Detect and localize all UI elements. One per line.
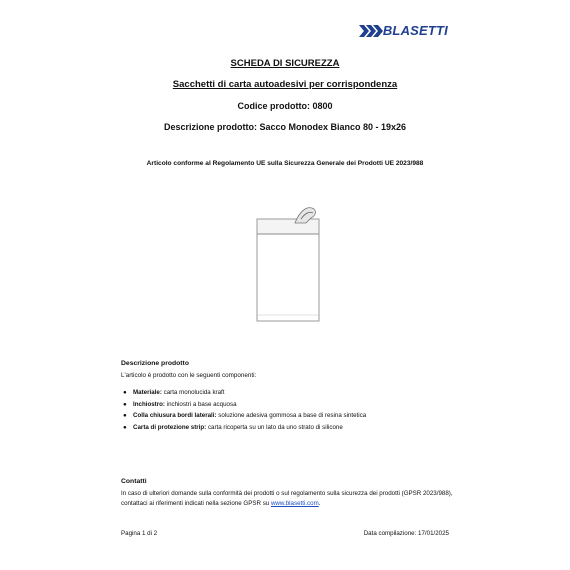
contacts-text: In caso di ulteriori domande sulla conformità dei prodotti o sul regolamento sulla sicurezza dei prodotti (GPSR 2023/988), contattaci ai riferimenti indicati nella sezione GPSR su — [121, 490, 453, 507]
item-label: Inchiostro: — [133, 400, 165, 408]
item-text: inchiostri a base acquosa — [164, 400, 237, 408]
list-item — [121, 387, 481, 399]
bullet-icon: ● — [123, 400, 127, 408]
logo-text: BLASETTI — [382, 23, 448, 38]
bullet-icon: ● — [123, 423, 127, 431]
contacts-body — [121, 489, 461, 509]
item-label: Colla chiusura bordi laterali: — [133, 412, 217, 419]
compilation-date: Data compilazione: 17/01/2025 — [363, 530, 449, 537]
logo-mark-icon — [359, 25, 383, 37]
item-text: carta ricoperta su un lato da uno strato di silicone — [206, 423, 343, 431]
list-item — [121, 399, 481, 411]
item-text: soluzione adesiva gommosa a base di resina sintetica — [216, 412, 367, 419]
description-intro: L'articolo è prodotto con le seguenti componenti: — [121, 372, 257, 379]
contacts-title: Contatti — [121, 478, 147, 485]
bullet-icon: ● — [123, 412, 127, 419]
item-text: carta monolucida kraft — [161, 389, 225, 396]
component-list — [121, 387, 481, 433]
bullet-icon: ● — [123, 389, 127, 396]
list-item — [121, 422, 481, 434]
item-label: Materiale: — [133, 389, 162, 396]
website-link[interactable]: www.blasetti.com — [270, 500, 319, 507]
page-number: Pagina 1 di 2 — [121, 530, 158, 537]
document-title: SCHEDA DI SICUREZZA — [230, 58, 340, 69]
description-title: Descrizione prodotto — [121, 360, 189, 367]
brand-logo — [359, 24, 448, 38]
contacts-suffix: . — [318, 500, 321, 507]
document-subtitle: Sacchetti di carta autoadesivi per corrispondenza — [172, 79, 398, 90]
compliance-statement: Articolo conforme al Regolamento UE sulla Sicurezza Generale dei Prodotti UE 2023/988 — [146, 160, 424, 167]
product-description: Descrizione prodotto: Sacco Monodex Bianco 80 - 19x26 — [163, 122, 407, 132]
envelope-icon — [248, 203, 328, 325]
product-code: Codice prodotto: 0800 — [237, 101, 333, 111]
item-label: Carta di protezione strip: — [133, 423, 207, 431]
list-item — [121, 410, 481, 422]
